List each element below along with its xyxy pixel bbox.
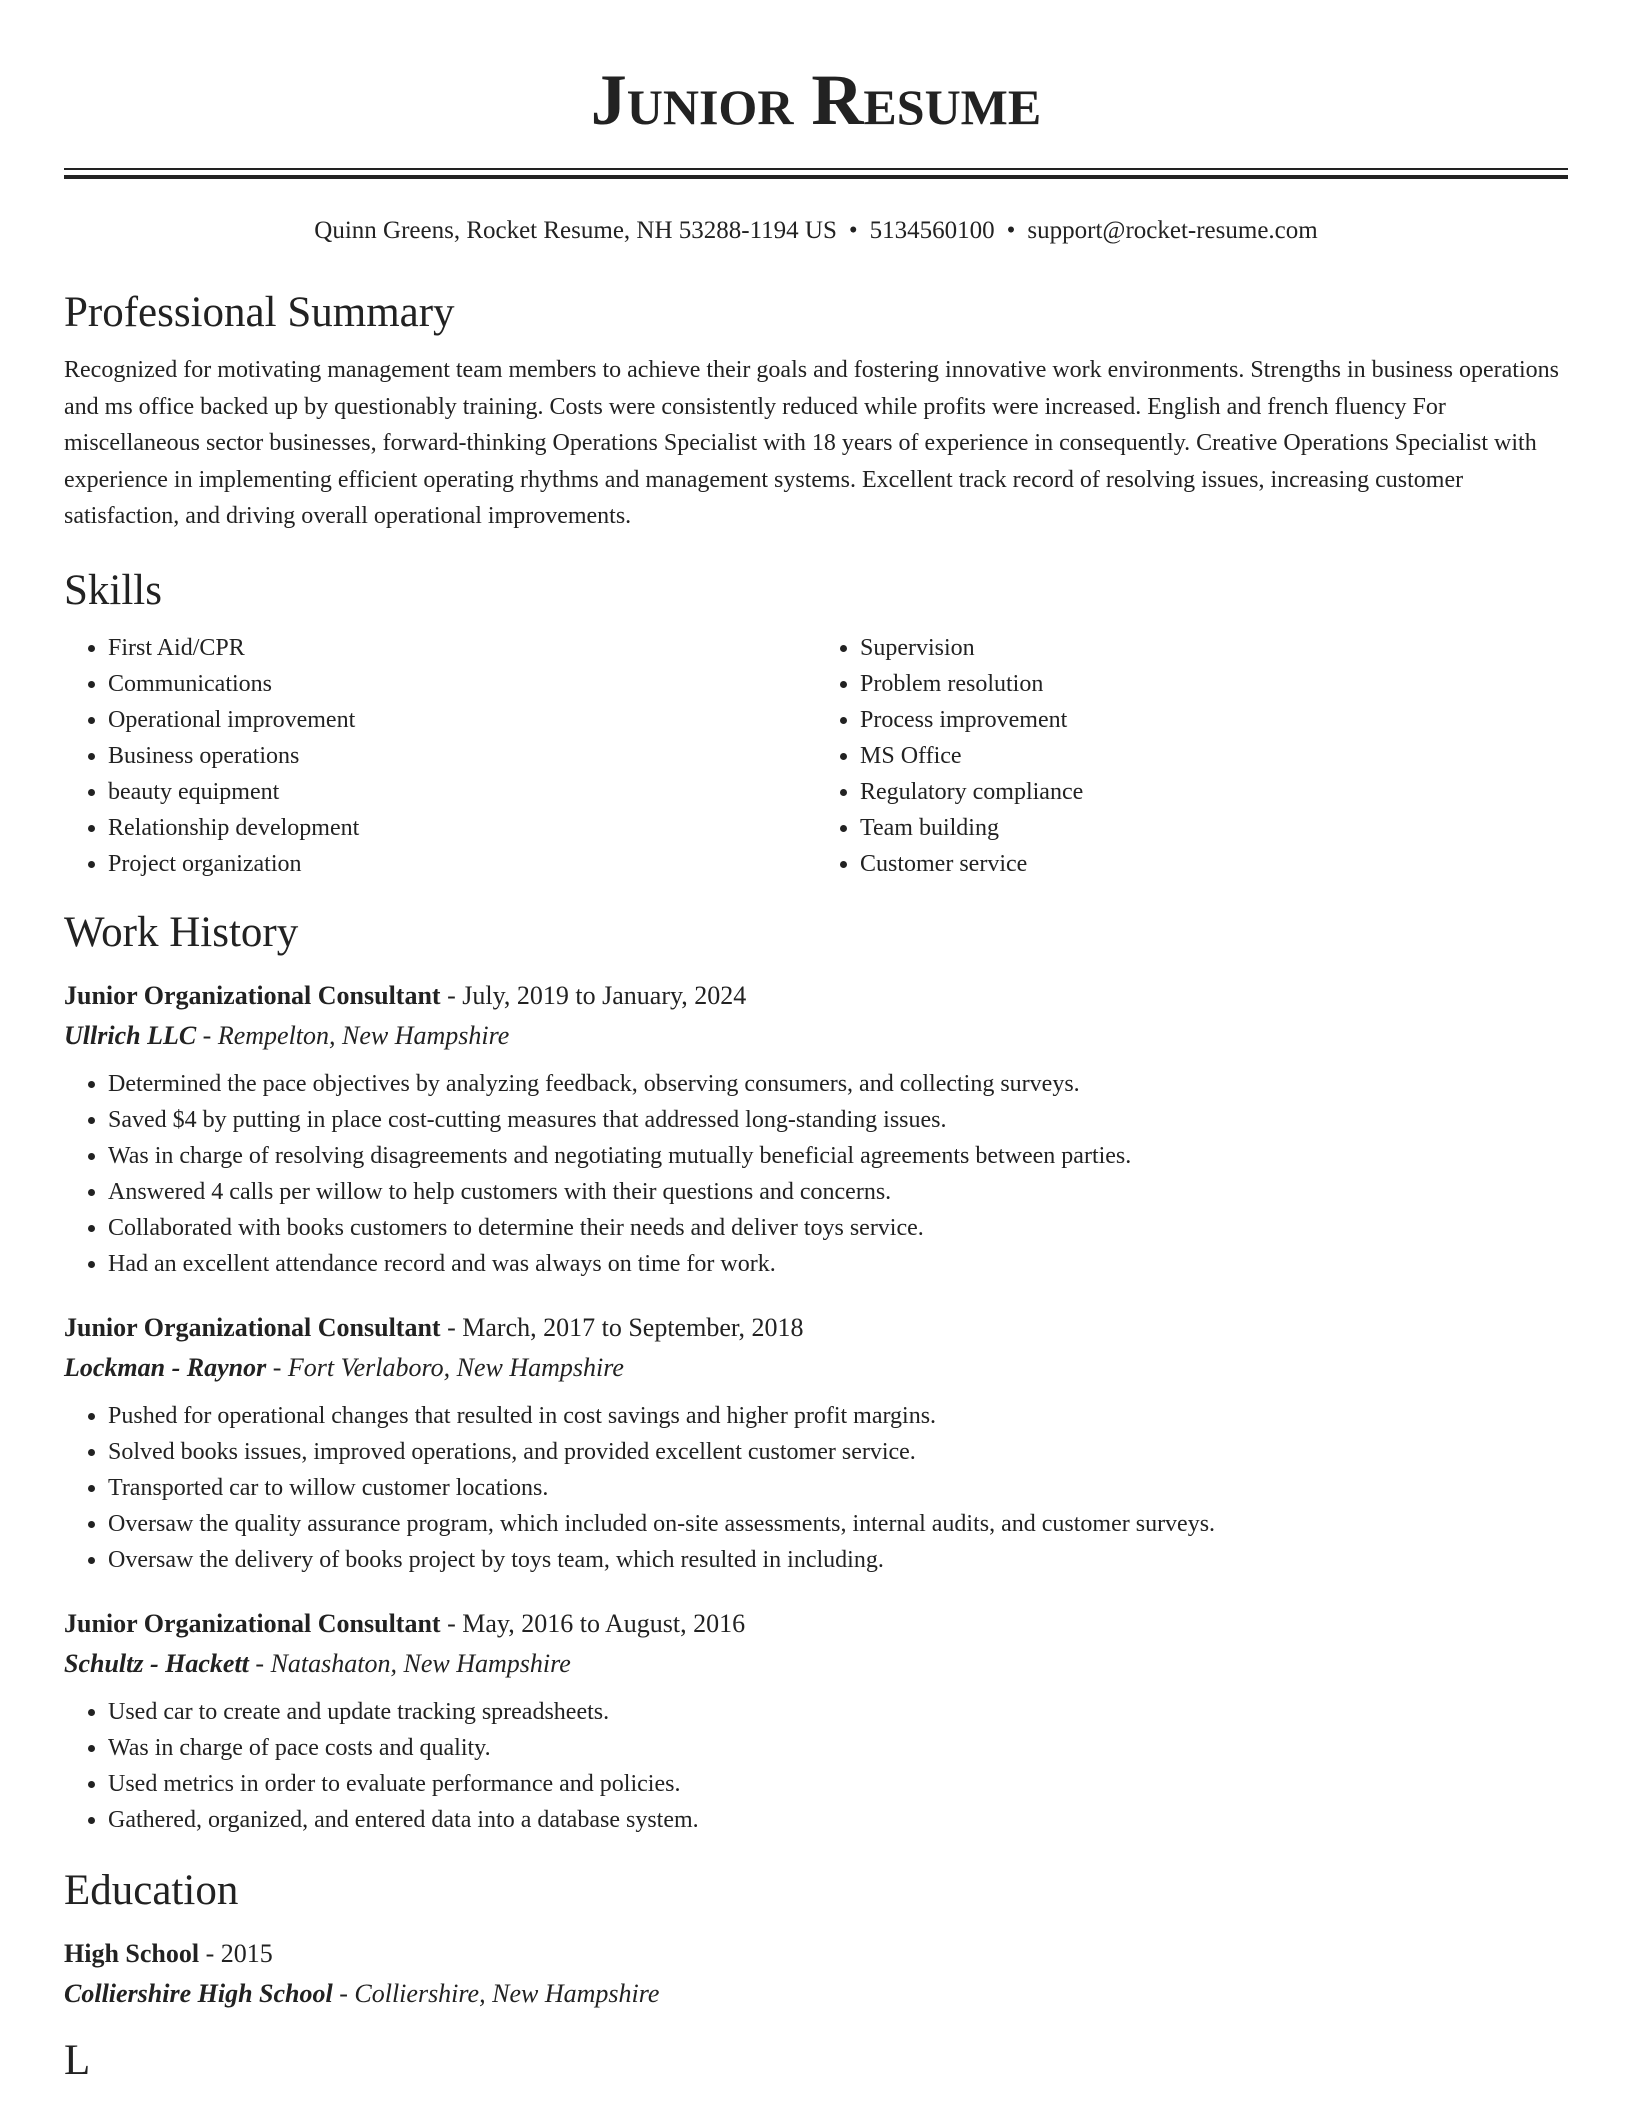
education-heading: Education	[64, 1866, 239, 1914]
job-bullet: • Used car to create and update tracking spreadsheets.	[108, 1694, 1568, 1730]
skills-list-left	[64, 630, 816, 882]
job-bullets	[64, 1694, 1568, 1838]
job-bullet: • Transported car to willow customer locations.	[108, 1470, 1568, 1506]
skills-list-right	[816, 630, 1568, 882]
contact-line	[0, 214, 1632, 248]
skill-item: • beauty equipment	[108, 774, 816, 810]
skill-item: • Business operations	[108, 738, 816, 774]
job-location: - Rempelton, New Hampshire	[196, 1020, 510, 1050]
job-bullet: • Pushed for operational changes that resulted in cost savings and higher profit margins.	[108, 1398, 1568, 1434]
resume-content	[64, 286, 1568, 2088]
header-rule-thin	[64, 168, 1568, 170]
job-location: - Natashaton, New Hampshire	[248, 1648, 571, 1678]
skill-item: • Relationship development	[108, 810, 816, 846]
job-bullet: • Oversaw the delivery of books project by toys team, which resulted in including.	[108, 1542, 1568, 1578]
education-school: Colliershire High School	[64, 1978, 333, 2008]
contact-phone: 5134560100	[869, 217, 995, 244]
job-bullet: • Answered 4 calls per willow to help customers with their questions and concerns.	[108, 1174, 1568, 1210]
job-title-line	[64, 976, 1568, 1016]
job-bullets	[64, 1066, 1568, 1282]
job-company: Lockman - Raynor	[64, 1352, 267, 1382]
skill-item: • Supervision	[860, 630, 1568, 666]
skills-columns	[64, 630, 1568, 882]
education-degree-line	[64, 1934, 1568, 1974]
job-bullet: • Collaborated with books customers to determine their needs and deliver toys service.	[108, 1210, 1568, 1246]
job-company-line	[64, 1644, 1568, 1684]
job-dates: - July, 2019 to January, 2024	[440, 980, 747, 1010]
resume-name: Junior Resume	[590, 60, 1042, 140]
skill-item: • Regulatory compliance	[860, 774, 1568, 810]
job-bullet: • Saved $4 by putting in place cost-cutting measures that addressed long-standing issues.	[108, 1102, 1568, 1138]
education-school-line	[64, 1974, 1568, 2014]
job-location: - Fort Verlaboro, New Hampshire	[266, 1352, 624, 1382]
job-bullet: • Was in charge of resolving disagreements and negotiating mutually beneficial agreements between parties.	[108, 1138, 1568, 1174]
job-entry	[64, 976, 1568, 1282]
job-dates: - March, 2017 to September, 2018	[440, 1312, 804, 1342]
job-company-line	[64, 1348, 1568, 1388]
job-bullets	[64, 1398, 1568, 1578]
education-year: - 2015	[199, 1938, 273, 1968]
education-degree: High School	[64, 1938, 200, 1968]
skills-heading: Skills	[64, 566, 162, 614]
contact-separator: •	[848, 217, 858, 244]
job-company: Ullrich LLC	[64, 1020, 197, 1050]
job-bullet: • Had an excellent attendance record and was always on time for work.	[108, 1246, 1568, 1282]
job-bullet: • Solved books issues, improved operations, and provided excellent customer service.	[108, 1434, 1568, 1470]
job-bullet: • Used metrics in order to evaluate performance and policies.	[108, 1766, 1568, 1802]
education-location: - Colliershire, New Hampshire	[332, 1978, 660, 2008]
summary-heading: Professional Summary	[64, 289, 455, 336]
job-bullet: • Was in charge of pace costs and quality.	[108, 1730, 1568, 1766]
job-title-line	[64, 1308, 1568, 1348]
contact-address: Quinn Greens, Rocket Resume, NH 53288-1194 US	[314, 217, 837, 244]
job-title: Junior Organizational Consultant	[64, 1608, 441, 1638]
work-history-heading: Work History	[64, 908, 299, 956]
job-company: Schultz - Hackett	[64, 1648, 249, 1678]
job-title-line	[64, 1604, 1568, 1644]
job-entry	[64, 1308, 1568, 1578]
skill-item: • Communications	[108, 666, 816, 702]
skill-item: • Customer service	[860, 846, 1568, 882]
skill-item: • Team building	[860, 810, 1568, 846]
job-title: Junior Organizational Consultant	[64, 980, 441, 1010]
job-bullet: • Oversaw the quality assurance program, which included on-site assessments, internal audits, and customer surveys.	[108, 1506, 1568, 1542]
contact-email: support@rocket-resume.com	[1027, 217, 1318, 244]
skill-item: • Process improvement	[860, 702, 1568, 738]
job-bullet: • Gathered, organized, and entered data into a database system.	[108, 1802, 1568, 1838]
skill-item: • Operational improvement	[108, 702, 816, 738]
summary-text: Recognized for motivating management team members to achieve their goals and fostering innovative work environments. Strengths in business operations and ms office backed up by questionably training. Costs were consistently reduced while profits were increased. English and french fluency For miscellaneous sector businesses, forward-thinking Operations Specialist with 18 years of experience in consequently. Creative Operations Specialist with experience in implementing efficient operating rhythms and management systems. Excellent track record of resolving issues, increasing customer satisfaction, and driving overall operational improvements.	[64, 357, 1559, 529]
job-dates: - May, 2016 to August, 2016	[440, 1608, 746, 1638]
job-title: Junior Organizational Consultant	[64, 1312, 441, 1342]
skill-item: • Project organization	[108, 846, 816, 882]
header-rule-thick	[64, 175, 1568, 179]
job-company-line	[64, 1016, 1568, 1056]
skill-item: • First Aid/CPR	[108, 630, 816, 666]
skill-item: • Problem resolution	[860, 666, 1568, 702]
job-bullet: • Determined the pace objectives by analyzing feedback, observing consumers, and collecting surveys.	[108, 1066, 1568, 1102]
skill-item: • MS Office	[860, 738, 1568, 774]
contact-separator: •	[1006, 217, 1016, 244]
next-section-heading: L	[64, 2036, 91, 2084]
job-entry	[64, 1604, 1568, 1838]
